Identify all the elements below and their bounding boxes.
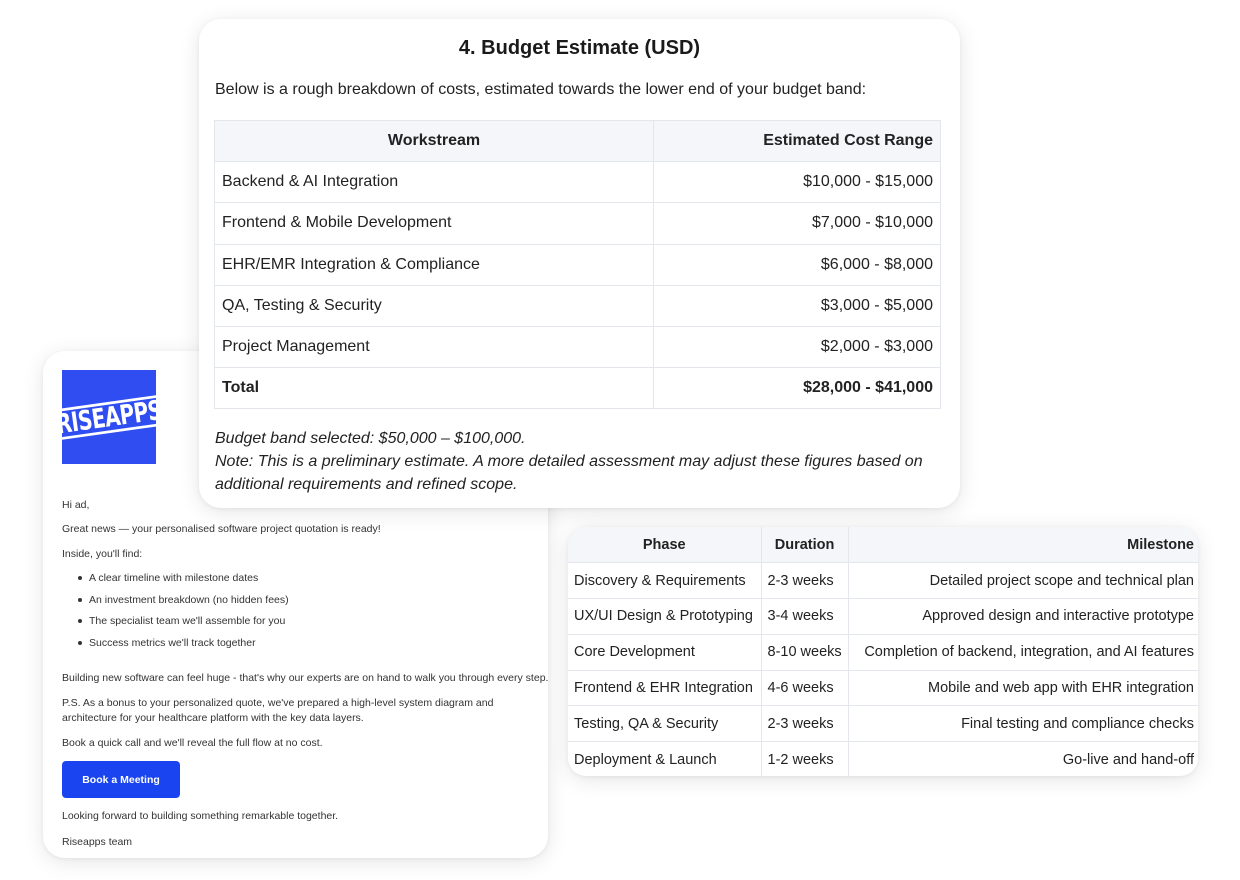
email-ps: P.S. As a bonus to your personalized quote, we've prepared a high-level system diagram and architecture for your healthcare platform with the key data layers. (62, 697, 494, 724)
phase-cell: Core Development (568, 634, 761, 670)
duration-cell: 2-3 weeks (761, 563, 848, 599)
cost-cell: $6,000 - $8,000 (654, 244, 941, 285)
budget-title: 4. Budget Estimate (USD) (458, 37, 701, 59)
cost-cell: $2,000 - $3,000 (654, 326, 941, 367)
email-inside: Inside, you'll find: (62, 548, 143, 560)
workstream-cell: Frontend & Mobile Development (215, 203, 654, 244)
duration-cell: 1-2 weeks (761, 742, 848, 776)
table-row (215, 203, 941, 244)
table-row (568, 563, 1198, 599)
milestone-cell: Completion of backend, integration, and AI features (848, 634, 1198, 670)
budget-table (214, 120, 941, 409)
cost-cell: $3,000 - $5,000 (654, 285, 941, 326)
table-row (568, 742, 1198, 776)
cost-cell: $7,000 - $10,000 (654, 203, 941, 244)
list-item: Success metrics we'll track together (78, 636, 289, 658)
book-meeting-button[interactable]: Book a Meeting (62, 761, 180, 798)
email-signature: Riseapps team (62, 836, 133, 848)
budget-note (215, 427, 945, 496)
workstream-cell: Project Management (215, 326, 654, 367)
duration-cell: 3-4 weeks (761, 599, 848, 635)
budget-disclaimer: Note: This is a preliminary estimate. A more detailed assessment may adjust these figures based on additional requirements and refined scope. (215, 453, 923, 493)
column-header-duration: Duration (761, 527, 848, 563)
email-greeting: Hi ad, (62, 499, 90, 511)
milestone-cell: Go-live and hand-off (1062, 751, 1194, 768)
milestone-cell: Approved design and interactive prototype (848, 599, 1198, 635)
list-item: An investment breakdown (no hidden fees) (78, 593, 289, 615)
budget-band: Budget band selected: $50,000 – $100,000. (215, 430, 526, 447)
table-row (215, 285, 941, 326)
table-row (568, 599, 1198, 635)
phase-cell: Deployment & Launch (568, 742, 761, 776)
duration-cell: 2-3 weeks (761, 706, 848, 742)
table-header-row (215, 121, 941, 162)
logo-text: RISEAPPS (54, 392, 164, 440)
email-feature-list (78, 571, 289, 657)
duration-cell: 8-10 weeks (761, 634, 848, 670)
phase-cell: Discovery & Requirements (568, 563, 761, 599)
email-closing: Looking forward to building something remarkable together. (62, 810, 339, 822)
total-row (215, 368, 941, 409)
total-label: Total (215, 368, 654, 409)
table-row (215, 162, 941, 203)
column-header-milestone: Milestone (848, 527, 1198, 563)
phases-table (568, 527, 1198, 776)
budget-card (199, 19, 960, 508)
email-building: Building new software can feel huge - that's why our experts are on hand to walk you through every step. (62, 672, 549, 684)
workstream-cell: EHR/EMR Integration & Compliance (215, 244, 654, 285)
column-header-workstream: Workstream (215, 121, 654, 162)
table-row (215, 326, 941, 367)
duration-cell: 4-6 weeks (761, 670, 848, 706)
table-row (568, 670, 1198, 706)
workstream-cell: Backend & AI Integration (215, 162, 654, 203)
budget-intro: Below is a rough breakdown of costs, estimated towards the lower end of your budget band: (215, 81, 867, 98)
milestone-cell: Final testing and compliance checks (848, 706, 1198, 742)
riseapps-logo (54, 370, 164, 464)
phase-cell: Testing, QA & Security (568, 706, 761, 742)
total-value: $28,000 - $41,000 (654, 368, 941, 409)
list-item: A clear timeline with milestone dates (78, 571, 289, 593)
list-item: The specialist team we'll assemble for you (78, 614, 289, 636)
column-header-phase: Phase (568, 527, 761, 563)
table-header-row (568, 527, 1198, 563)
table-row (568, 706, 1198, 742)
phase-cell: Frontend & EHR Integration (568, 670, 761, 706)
table-row (568, 634, 1198, 670)
column-header-cost: Estimated Cost Range (654, 121, 941, 162)
email-news: Great news — your personalised software project quotation is ready! (62, 523, 381, 535)
cost-cell: $10,000 - $15,000 (654, 162, 941, 203)
email-call: Book a quick call and we'll reveal the full flow at no cost. (62, 737, 323, 749)
table-row (215, 244, 941, 285)
workstream-cell: QA, Testing & Security (215, 285, 654, 326)
milestone-cell: Detailed project scope and technical plan (848, 563, 1198, 599)
phase-cell: UX/UI Design & Prototyping (568, 599, 761, 635)
phases-card (568, 527, 1198, 776)
milestone-cell: Mobile and web app with EHR integration (848, 670, 1198, 706)
